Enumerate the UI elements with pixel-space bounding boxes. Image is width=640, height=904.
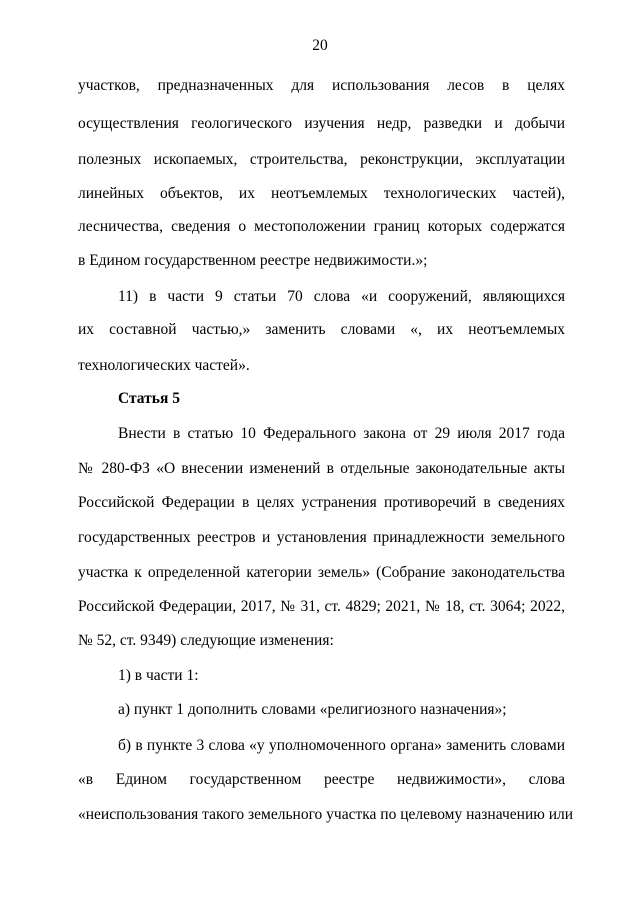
text-line: участков, предназначенных для использования лесов в целях [78,77,565,94]
text-line: «в Едином государственном реестре недвижимости», слова [78,771,565,788]
text-line: технологических частей». [78,357,250,374]
text-line: 1) в части 1: [118,667,199,684]
text-line: полезных ископаемых, строительства, реконструкции, эксплуатации [78,151,565,168]
text-line: их составной частью,» заменить словами «, их неотъемлемых [78,321,565,338]
text-line: лесничества, сведения о местоположении границ которых содержатся [78,218,565,235]
article-heading: Статья 5 [118,390,180,407]
page-number: 20 [312,37,328,54]
text-line: 11) в части 9 статьи 70 слова «и сооружений, являющихся [118,288,565,305]
text-line: б) в пункте 3 слова «у уполномоченного органа» заменить словами [118,737,565,754]
text-line: а) пункт 1 дополнить словами «религиозного назначения»; [118,701,507,718]
text-line: Российской Федерации в целях устранения противоречий в сведениях [78,494,565,511]
text-line: Внести в статью 10 Федерального закона от 29 июля 2017 года [118,425,565,442]
text-line: участка к определенной категории земель» (Собрание законодательства [78,564,565,581]
text-line: государственных реестров и установления принадлежности земельного [78,529,565,546]
text-line: Российской Федерации, 2017, № 31, ст. 4829; 2021, № 18, ст. 3064; 2022, [78,598,565,615]
text-line: линейных объектов, их неотъемлемых технологических частей), [78,185,565,202]
text-line: № 52, ст. 9349) следующие изменения: [78,632,334,649]
text-line: «неиспользования такого земельного участка по целевому назначению или [78,806,574,823]
text-line: в Едином государственном реестре недвижимости.»; [78,252,428,269]
text-line: № 280-ФЗ «О внесении изменений в отдельные законодательные акты [78,460,565,477]
text-line: осуществления геологического изучения недр, разведки и добычи [78,115,565,132]
